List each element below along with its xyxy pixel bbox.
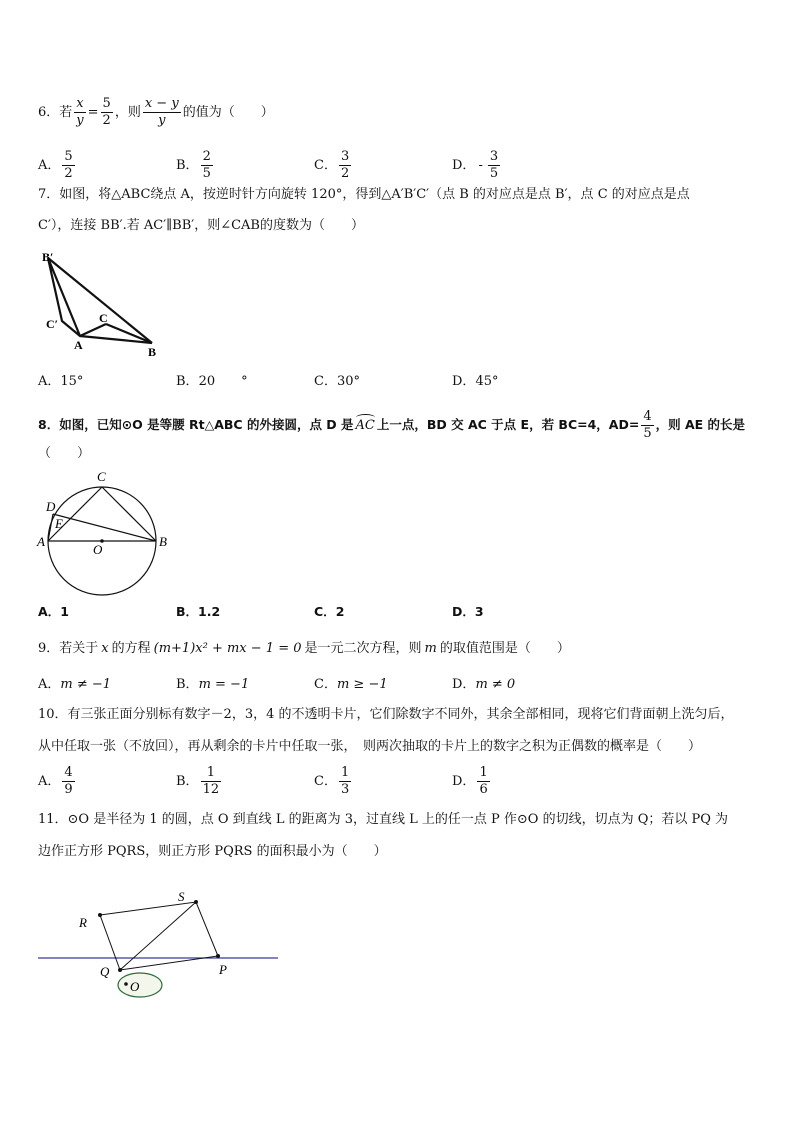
q9-equation: (m+1)x² + mx − 1 = 0 xyxy=(153,641,302,656)
label-b: B xyxy=(148,345,157,359)
q7-option-c[interactable]: C．30° xyxy=(314,374,360,389)
q6-option-c[interactable]: C． $\frac{3}{2}$ xyxy=(314,149,350,181)
q8-option-c[interactable]: C．2 xyxy=(314,604,345,619)
q9-stem: 9．若关于 x 的方程 (m+1)x² + mx − 1 = 0 是一元二次方程，则 m 的取值范围是（ ） xyxy=(38,641,570,656)
label-o: O xyxy=(130,979,140,994)
segment-ac xyxy=(48,487,102,541)
square-pqrs xyxy=(100,902,218,970)
label-a: A xyxy=(37,534,45,549)
point-q xyxy=(118,968,122,972)
label-d: D xyxy=(46,499,56,514)
q11-figure xyxy=(36,890,286,1002)
q6-condition-fraction: $\frac{x}{y}$ xyxy=(76,96,84,128)
point-s xyxy=(194,900,198,904)
point-o xyxy=(124,982,128,986)
q9-option-b[interactable]: B．m = −1 xyxy=(176,677,250,692)
q10-option-a[interactable]: A． $\frac{4}{9}$ xyxy=(38,765,73,797)
q10-stem-line1: 10．有三张正面分别标有数字－2，3，4 的不透明卡片，它们除数字不同外，其余全部相同，现将它们背面朝上洗匀后， xyxy=(38,707,734,722)
label-b: B xyxy=(159,534,167,549)
label-e: E xyxy=(55,516,63,531)
q9-option-d[interactable]: D．m ≠ 0 xyxy=(452,677,516,692)
q6-expression: $\frac{x - y}{y}$ xyxy=(144,96,179,128)
segment-ac xyxy=(80,324,106,336)
q7-stem-line1: 7．如图，将△ABC绕点 A，按逆时针方向旋转 120°，得到△A′B′C′（点 B 的对应点是点 B′，点 C 的对应点是点 xyxy=(38,187,690,202)
label-r: R xyxy=(79,915,87,930)
q7-option-b[interactable]: B．20 ° xyxy=(176,374,248,389)
label-b-prime: B′ xyxy=(42,250,54,264)
q6-option-b[interactable]: B． $\frac{2}{5}$ xyxy=(176,149,211,181)
q8-figure xyxy=(36,469,176,597)
q6-option-a[interactable]: A． $\frac{5}{2}$ xyxy=(38,149,73,181)
label-c: C xyxy=(99,311,108,325)
q10-option-c[interactable]: C． $\frac{1}{3}$ xyxy=(314,765,350,797)
q9-option-c[interactable]: C．m ≥ −1 xyxy=(314,677,388,692)
label-c: C xyxy=(97,469,106,484)
label-a: A xyxy=(74,338,83,352)
q10-option-d[interactable]: D． $\frac{1}{6}$ xyxy=(452,765,488,797)
label-q: Q xyxy=(100,964,110,979)
q9-option-a[interactable]: A．m ≠ −1 xyxy=(38,677,112,692)
ad-fraction: $\frac{4}{5}$ xyxy=(643,409,652,441)
segment-db xyxy=(53,514,156,541)
segment-cb xyxy=(102,487,156,541)
q10-option-b[interactable]: B． $\frac{1}{12}$ xyxy=(176,765,220,797)
label-c-prime: C′ xyxy=(46,317,59,331)
point-r xyxy=(98,913,102,917)
q11-stem-line2: 边作正方形 PQRS，则正方形 PQRS 的面积最小为（ ） xyxy=(38,844,387,859)
label-p: P xyxy=(219,962,227,977)
q7-stem-line2: C′），连接 BB′.若 AC′∥BB′，则∠CAB的度数为（ ） xyxy=(38,218,364,233)
q8-option-a[interactable]: A．1 xyxy=(38,604,69,619)
q11-stem-line1: 11．⊙O 是半径为 1 的圆，点 O 到直线 L 的距离为 3，过直线 L 上的任一点 P 作⊙O 的切线，切点为 Q；若以 PQ 为 xyxy=(38,812,729,827)
q7-figure xyxy=(38,248,168,363)
arc-ac: AC xyxy=(356,417,375,435)
q7-option-d[interactable]: D．45° xyxy=(452,374,499,389)
q6-prefix: 6．若 xyxy=(38,105,73,120)
q10-stem-line2: 从中任取一张（不放回），再从剩余的卡片中任取一张， 则两次抽取的卡片上的数字之积为正偶数的概率是（ ） xyxy=(38,739,702,754)
q8-option-b[interactable]: B．1.2 xyxy=(176,604,221,619)
diagonal-qs xyxy=(120,902,196,970)
label-s: S xyxy=(178,889,185,904)
q8-option-d[interactable]: D．3 xyxy=(452,604,484,619)
segment-bb-prime xyxy=(48,258,152,343)
point-p xyxy=(216,954,220,958)
q8-stem-line1: 8．如图，已知⊙O 是等腰 Rt△ABC 的外接圆，点 D 是 AC 上一点，BD 交 AC 于点 E，若 BC=4，AD= $\frac{4}{5}$ ，则 AE 的长是 xyxy=(38,409,746,441)
q6-option-d[interactable]: D． - $\frac{3}{5}$ xyxy=(452,149,499,181)
q8-stem-line2: （ ） xyxy=(38,446,91,461)
q6-stem: 6．若 $\frac{x}{y}$ = $\frac{5}{2}$ ，则 $\frac{x - y}{y}$ 的值为（ ） xyxy=(38,96,274,128)
q6-condition-value: $\frac{5}{2}$ xyxy=(102,96,111,128)
q7-option-a[interactable]: A．15° xyxy=(38,374,84,389)
label-o: O xyxy=(93,542,103,557)
